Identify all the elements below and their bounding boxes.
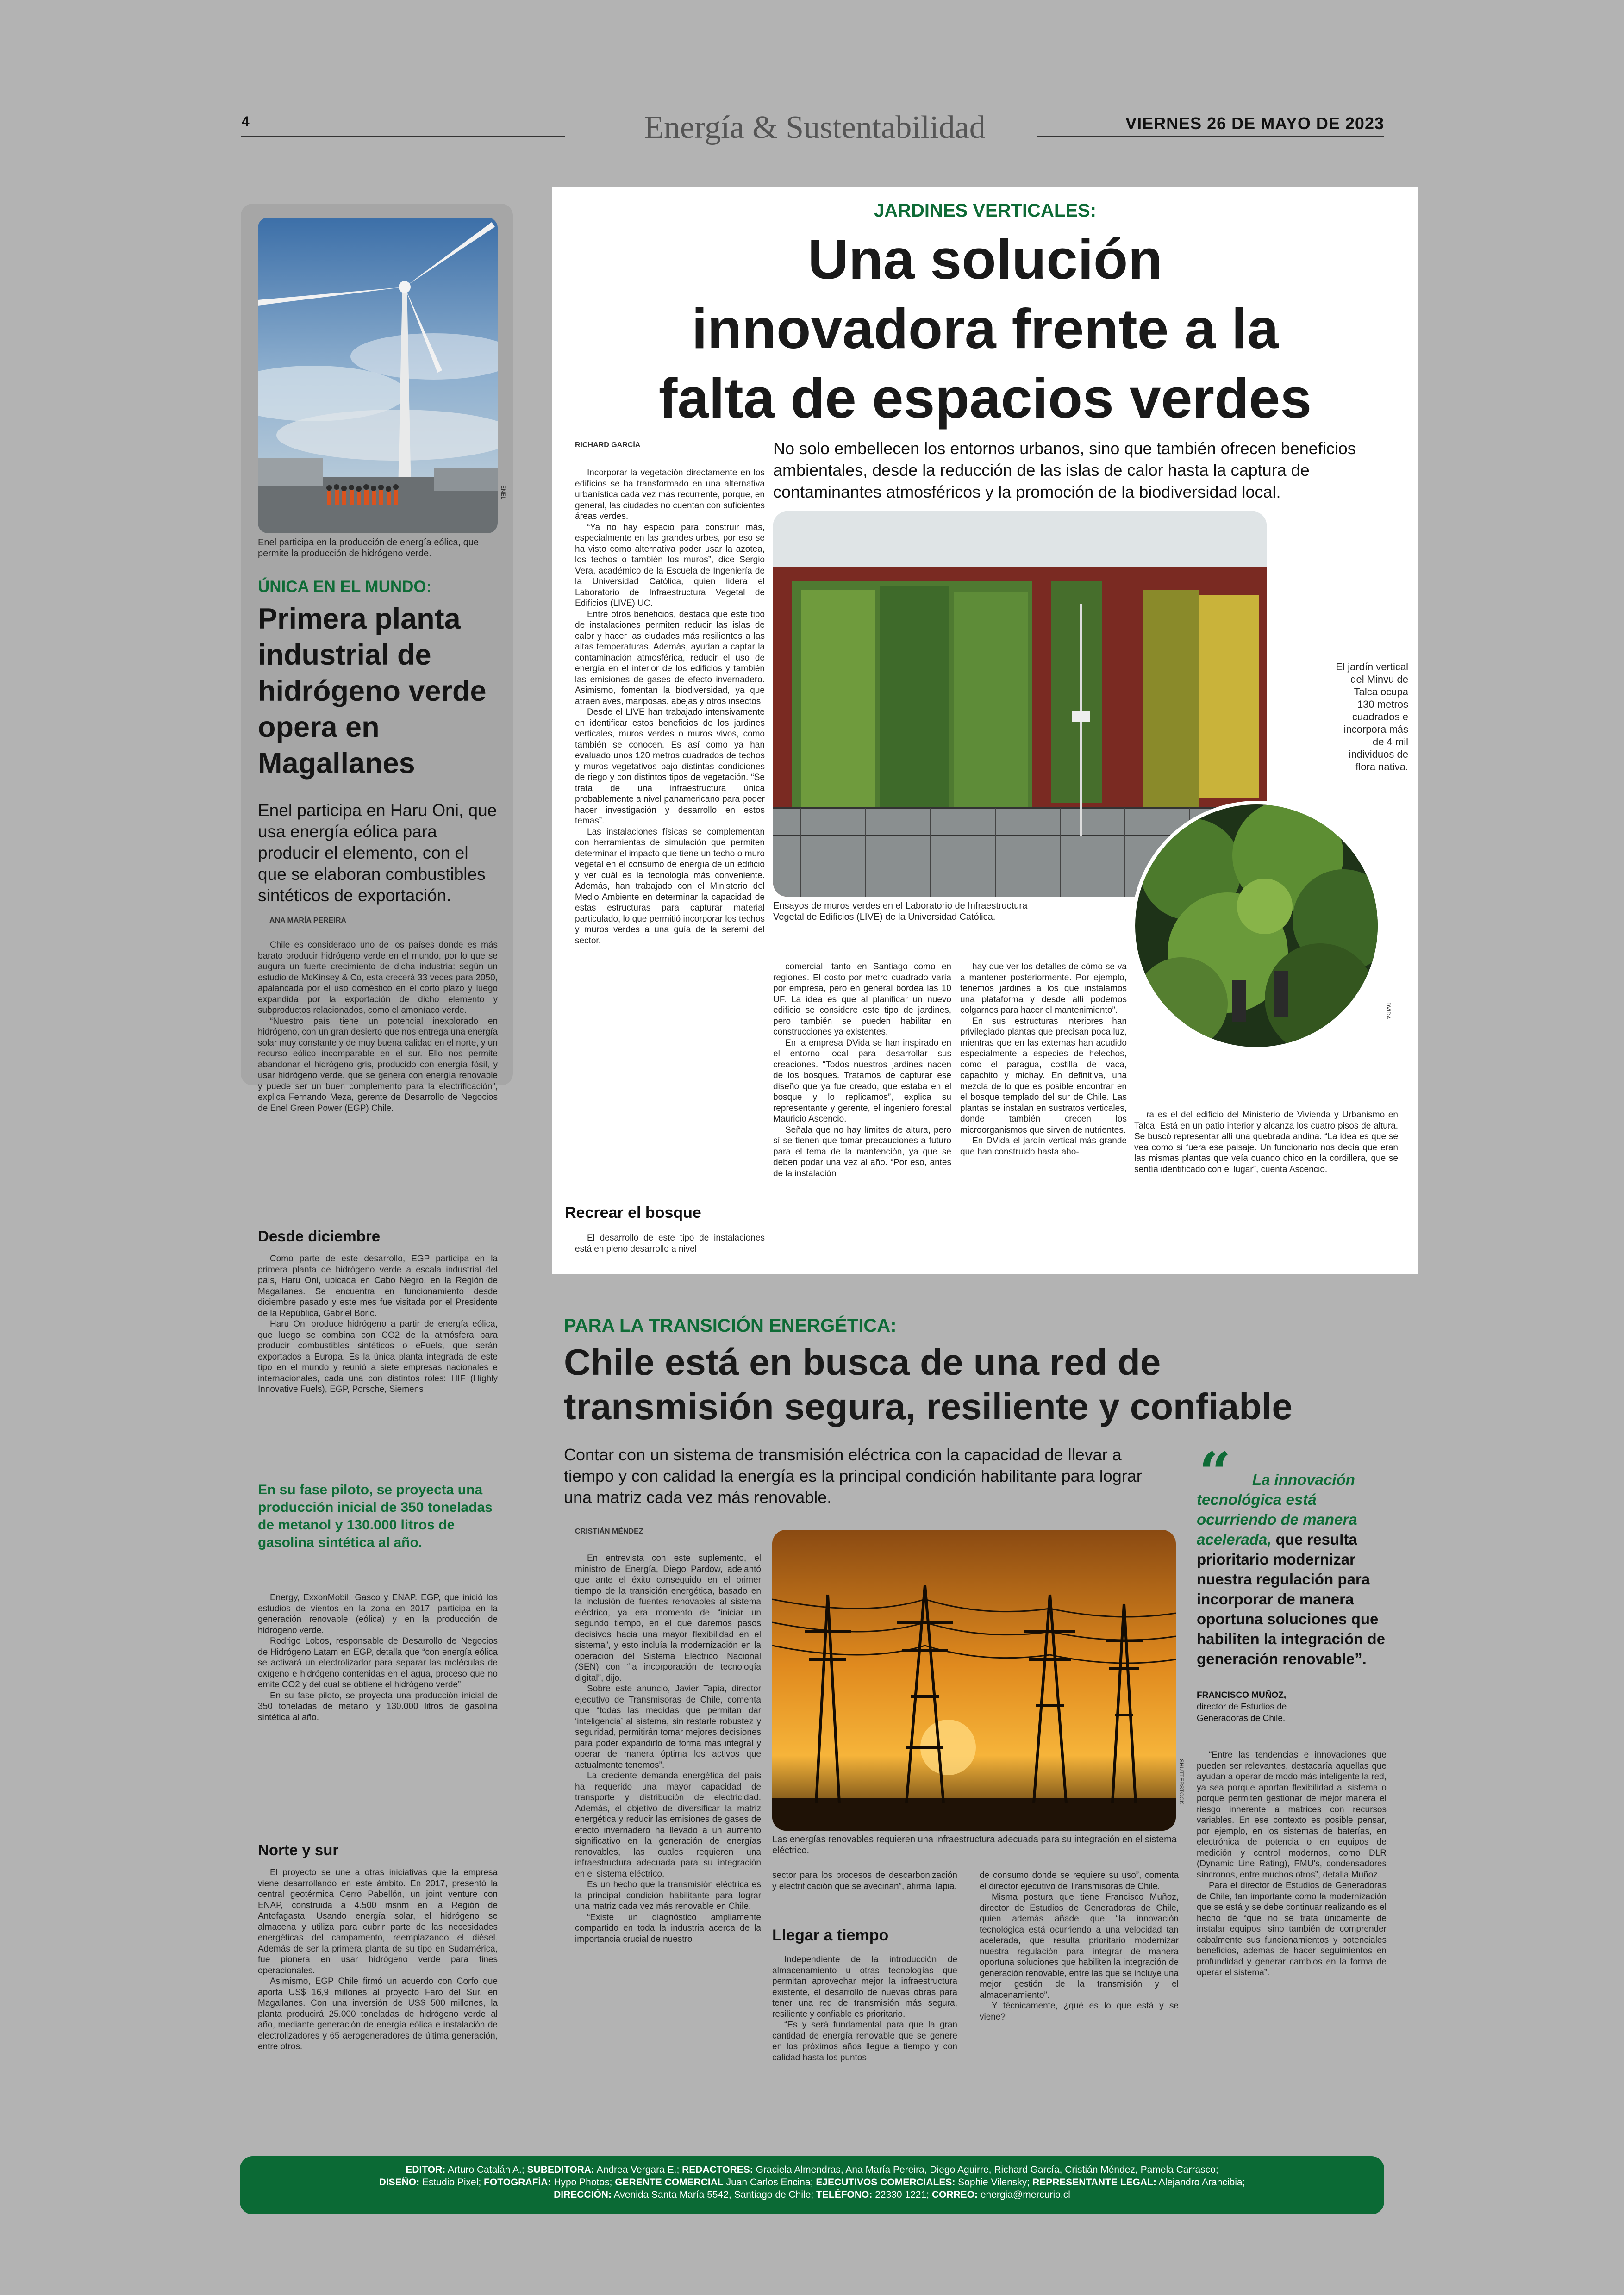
top-col-2: comercial, tanto en Santiago como en regiones. El costo por metro cuadrado varía por empresa, pero en general bordea las 10 UF. La idea es que al planificar un nuevo edificio se considere este tipo de jardines, pero también se pueden habilitar en construcciones ya existentes. En la empresa DVida se han inspirado en el entorno local para desarrollar sus creaciones. “Todos nuestros jardines nacen de los bosques. Tratamos de capturar ese diseño que ya fue creado, que estaba en el bosque y lo replicamos”, explica su representante y gerente, el ingeniero forestal Mauricio Ascencio. Señala que no hay límites de altura, pero sí se tienen que tomar precauciones a futuro para el tema de la mantención, ya que se deben podar una vez al año. “Por eso, antes de la instalación — [773, 962, 951, 1179]
sidebar-deck: Enel participa en Haru Oni, que usa energía eólica para producir el elemento, con el que se elaboran combustibles sintéticos de exportación. — [258, 801, 497, 905]
sidebar-body-4: El proyecto se une a otras iniciativas que la empresa viene desarrollando en este ámbito. En 2017, presentó la central geotérmica Cerro Pabellón, un joint venture con ENAP, construida a 4.500 msnm en la Región de Antofagasta. Usando energía solar, el hidrógeno se almacena y utiliza para cubrir parte de las necesidades energéticas del campamento, reemplazando el diésel. Además de ser la primera planta de su tipo en Sudamérica, fue pionera en usar hidrógeno verde para fines operacionales. Asimismo, EGP Chile firmó un acuerdo con Corfo que aporta US$ 16,9 millones al proyecto Faro del Sur, en Magallanes. Con una inversión de US$ 500 millones, la planta producirá 25.000 toneladas de hidrógeno verde al año, mediante generación de energía eólica e instalación de electrolizadores y 65 aerogeneradores de última generación, entre otros. — [258, 1868, 498, 2052]
sidebar-subhead-2: Norte y sur — [258, 1841, 339, 1858]
sidebar-pullquote: En su fase piloto, se proyecta una producción inicial de 350 toneladas de metanol y 130.000 litros de gasolina sintética al año. — [258, 1482, 493, 1550]
header-rule-left — [241, 136, 565, 137]
bottom-col-4: “Entre las tendencias e innovaciones que pueden ser relevantes, destacaría aquellas que ayudan a operar de modo más inteligente la red, ya sea porque aportan flexibilidad al sistema o porque permiten gestionar de mejor manera el riesgo inherente a matrices con recursos variables. En ese contexto es posible pensar, por ejemplo, en los sistemas de baterías, en electrónica de potencia o en equipos de medición y control modernos, como DLR (Dynamic Line Rating), PMU's, condensadores síncronos, entre muchos otros”, detalla Muñoz. Para el director de Estudios de Generadoras de Chile, tan importante como la modernización que se está y se debe continuar realizando es el hecho de “que no se trata únicamente de instalar equipos, sino también de comprender cabalmente sus funcionamientos y potenciales beneficios, además de hacer seguimientos en profundidad y generar cambios en la forma de operar el sistema”. — [1197, 1750, 1387, 1977]
bottom-col-3: de consumo donde se requiere su uso”, comenta el director ejecutivo de Transmisoras de Chile. Misma postura que tiene Francisco Muñoz, director de Estudios de Generadoras de Chile, quien además añade que “la innovación tecnológica está ocurriendo a una velocidad tan acelerada, que resulta prioritario modernizar nuestra regulación para integrar de manera oportuna soluciones que habiliten la integración de generación renovable, entre las que se incluye una mejor gestión de la transmisión y el almacenamiento”. Y técnicamente, ¿qué es lo que está y se viene? — [980, 1871, 1179, 2022]
vertical-gardens-article — [552, 187, 1418, 1274]
top-subhead: Recrear el bosque — [565, 1204, 701, 1222]
power-lines-photo — [772, 1530, 1176, 1831]
top-col-4: ra es el del edificio del Ministerio de Vivienda y Urbanismo en Talca. Está en un patio interior y alcanza los cuatro pisos de altura. Se buscó representar allí una quebrada andina. “La idea es que se vea como si fuera ese paisaje. Un funcionario nos decía que eran las mismas plantas que veía cuando chico en la cordillera, que se sentía identificado con el lugar”, cuenta Ascencio. — [1134, 1110, 1398, 1174]
quote-mark-icon: “ — [1199, 1440, 1231, 1505]
green-wall-caption: Ensayos de muros verdes en el Laboratorio de Infraestructura Vegetal de Edificios (LIVE) de la Universidad Católica. — [773, 901, 1028, 922]
indoor-garden-photo — [1131, 801, 1381, 1051]
bottom-deck: Contar con un sistema de transmisión eléctrica con la capacidad de llevar a tiempo y con calidad la energía es la principal condición habilitante para lograr una matriz cada vez más renovable. — [564, 1445, 1142, 1507]
page-date: VIERNES 26 DE MAYO DE 2023 — [1125, 114, 1384, 133]
sidebar-kicker: ÚNICA EN EL MUNDO: — [258, 578, 432, 596]
sidebar-article — [241, 204, 513, 2052]
sidebar-body-3: Energy, ExxonMobil, Gasco y ENAP. EGP, que inició los estudios de vientos en la zona en 2017, participa en la generación renovable (eólica) y en la producción de hidrógeno verde. Rodrigo Lobos, responsable de Desarrollo de Negocios de Hidrógeno Latam en EGP, detalla que “con energía eólica se activará un electrolizador para separar las moléculas de oxígeno e hidrógeno contenidas en el agua, proceso que no emite CO2 y del cual se obtiene el hidrógeno verde”. En su fase piloto, se proyecta una producción inicial de 350 toneladas de metanol y 130.000 litros de gasolina sintética al año. — [258, 1593, 498, 1722]
credits-footer — [240, 2156, 1384, 2214]
photo-caption: Enel participa en la producción de energía eólica, que permite la producción de hidrógeno verde. — [258, 537, 479, 559]
footer-line-2: DISEÑO: Estudio Pixel; FOTOGRAFÍA: Hypo Photos; GERENTE COMERCIAL Juan Carlos Encina; EJECUTIVOS COMERCIALES: Sophie Vilensky; REPRESENTANTE LEGAL: Alejandro Arancibia; — [379, 2177, 1245, 2188]
bottom-subhead: Llegar a tiempo — [772, 1927, 889, 1944]
pull-quote: La innovación tecnológica está ocurriendo de manera acelerada, que resulta prioritario modernizar nuestra regulación para incorporar de manera oportuna soluciones que habiliten la integración de generación renovable”. — [1197, 1471, 1386, 1667]
section-title: Energía & Sustentabilidad — [644, 110, 986, 145]
indoor-garden-credit: DVIDA — [1385, 1002, 1392, 1019]
top-col-1: Incorporar la vegetación directamente en los edificios se ha transformado en una alternativa urbanística cada vez más recurrente, porque, en general, las ciudades no cuentan con suficientes áreas verdes. “Ya no hay espacio para construir más, especialmente en las grandes urbes, por eso se ha visto como alternativa poder usar la azotea, los techos o también los muros”, dice Sergio Vera, académico de la Escuela de Ingeniería de la Universidad Católica, quien lidera el Laboratorio de Infraestructura Vegetal de Edificios (LIVE) UC. Entre otros beneficios, destaca que este tipo de instalaciones permiten reducir las islas de calor y hacer las ciudades más resilientes a las altas temperaturas. Además, ayudan a captar la contaminación atmosférica, reducir el uso de energía en el interior de los edificios y también las emisiones de gases de efecto invernadero. Asimismo, fomentan la biodiversidad, ya que atraen aves, mariposas, abejas y otros insectos. Desde el LIVE han trabajado intensivamente en identificar estos beneficios de los jardines verticales, muros verdes o muros vivos, como también se conocen. Es así como ya han evaluado unos 120 metros cuadrados de techos y muros vegetativos bajo distintas condiciones de riego y con distintos tipos de vegetación. “Se trata de una infraestructura única probablemente a nivel panamericano para poder hacer investigación y desarrollo en estos temas”. Las instalaciones físicas se complementan con herramientas de simulación que permiten determinar el impacto que tiene un techo o muro vegetal en el consumo de energía de un edificio y ver cuál es la tecnología más conveniente. Además, han trabajado con el Ministerio del Medio Ambiente en determinar la capacidad de estas estructuras para capturar material particulado, lo que permitió incorporar los techos y muros verdes a una guía de la seremi del sector. — [575, 468, 765, 946]
power-lines-credit: SHUTTERSTOCK — [1178, 1759, 1185, 1804]
wind-turbine-photo — [258, 218, 498, 533]
bottom-kicker: PARA LA TRANSICIÓN ENERGÉTICA: — [564, 1316, 897, 1336]
header-rule-right — [1037, 136, 1384, 137]
top-kicker: JARDINES VERTICALES: — [874, 200, 1097, 221]
power-lines-caption: Las energías renovables requieren una infraestructura adecuada para su integración en el sistema eléctrico. — [772, 1834, 1177, 1856]
top-byline: RICHARD GARCÍA — [575, 441, 641, 449]
talca-caption: El jardín vertical del Minvu de Talca ocupa 130 metros cuadrados e incorpora más de 4 mil individuos de flora nativa. — [1336, 661, 1408, 773]
top-deck: No solo embellecen los entornos urbanos, sino que también ofrecen beneficios ambientales, desde la reducción de las islas de calor hasta la captura de contaminantes atmosféricos y la promoción de la biodiversidad local. — [773, 439, 1356, 501]
sidebar-body-2: Como parte de este desarrollo, EGP participa en la primera planta de hidrógeno verde a escala industrial del país, Haru Oni, ubicada en Cabo Negro, en la Región de Magallanes. Se encuentra en funcionamiento desde diciembre pasado y este mes fue visitada por el Presidente de la República, Gabriel Boric. Haru Oni produce hidrógeno a partir de energía eólica, que luego se combina con CO2 de la atmósfera para producir combustibles sintéticos o eFuels, que serán exportados a Europa. Es la única planta integrada de este tipo en el mundo y reunió a siete empresas nacionales e internacionales, cada una con distintos roles: HIF (Highly Innovative Fuels), EGP, Porsche, Siemens — [258, 1254, 498, 1394]
bottom-col-2-top: sector para los procesos de descarbonización y electrificación que se avecinan”, afirma Tapia. — [772, 1871, 957, 1891]
photo-credit: ENEL — [500, 485, 506, 500]
bottom-col-2: Independiente de la introducción de almacenamiento u otras tecnologías que permitan aprovechar mejor la infraestructura existente, el desarrollo de nuevas obras para tener una red de transmisión más segura, resiliente y confiable es prioritario. “Es y será fundamental para que la gran cantidad de energía renovable que se genere en los próximos años llegue a tiempo y con calidad hasta los puntos — [772, 1955, 957, 2063]
quote-attribution: FRANCISCO MUÑOZ, director de Estudios de Generadoras de Chile. — [1197, 1690, 1287, 1723]
top-headline: Una solución innovadora frente a la falta de espacios verdes — [658, 228, 1312, 430]
sidebar-subhead-1: Desde diciembre — [258, 1228, 381, 1245]
sidebar-byline: ANA MARÍA PEREIRA — [269, 917, 346, 924]
page-number: 4 — [242, 114, 250, 129]
bottom-col-1: En entrevista con este suplemento, el ministro de Energía, Diego Pardow, adelantó que ante el éxito conseguido en el primer tiempo de la transición energética, basado en la inclusión de fuentes renovables al sistema eléctrico, ya era momento de “iniciar un segundo tiempo, en el que daremos pasos decisivos hacia una mayor flexibilidad en el sistema”, y esto incluía la modernización en la operación del Sistema Eléctrico Nacional (SEN) con “la incorporación de tecnología digital”, dijo. Sobre este anuncio, Javier Tapia, director ejecutivo de Transmisoras de Chile, comenta que “todas las medidas que permitan dar ‘inteligencia’ al sistema, sin restarle robustez y seguridad, permitirán tomar mejores decisiones para poder expandirlo de forma más integral y operar de manera óptima los activos que actualmente tenemos”. La creciente demanda energética del país ha requerido una mayor capacidad de transporte y distribución de electricidad. Además, el objetivo de diversificar la matriz energética y reducir las emisiones de gases de efecto invernadero ha llevado a un aumento significativo en la generación de energías renovables, las cuales requieren una infraestructura adecuada para su integración en el sistema eléctrico. Es un hecho que la transmisión eléctrica es la principal condición habilitante para lograr una matriz cada vez más renovable en Chile. “Existe un diagnóstico ampliamente compartido en toda la industria acerca de la importancia crucial de nuestro — [575, 1553, 761, 1944]
footer-line-1: EDITOR: Arturo Catalán A.; SUBEDITORA: Andrea Vergara E.; REDACTORES: Graciela Almendras, Ana María Pereira, Diego Aguirre, Richard García, Cristián Méndez, Pamela Carrasco; — [406, 2164, 1218, 2175]
sidebar-headline: Primera planta industrial de hidrógeno verde opera en Magallanes — [258, 603, 487, 780]
footer-line-3: DIRECCIÓN: Avenida Santa María 5542, Santiago de Chile; TELÉFONO: 22330 1221; CORREO: energia@mercurio.cl — [554, 2189, 1070, 2200]
sidebar-body-1: Chile es considerado uno de los países donde es más barato producir hidrógeno verde en el mundo, por lo que se augura un fuerte crecimiento de dicha industria: según un estudio de McKinsey & Co, esta crecerá 33 veces para 2050, apalancada por el uso doméstico en el corto plazo y luego expandida por la exportación de dicho elemento y subproductos relacionados, como el amoníaco verde. “Nuestro país tiene un potencial inexplorado en hidrógeno, con un gran desierto que nos entrega una energía solar muy constante y de muy buena calidad en el norte, y un recurso eólico incomparable en el sur. Ello nos permite abandonar el hidrógeno gris, producido con energía fósil, y usar hidrógeno verde, que se genera con energía renovable y puede ser un buen complemento para la electrificación”, explica Fernando Meza, gerente de Desarrollo de Negocios de Enel Green Power (EGP) Chile. — [258, 940, 498, 1113]
bottom-headline: Chile está en busca de una red de transmisión segura, resiliente y confiable — [564, 1341, 1293, 1427]
top-col-3: hay que ver los detalles de cómo se va a mantener posteriormente. Por ejemplo, tenemos jardines a los que instalamos una plataforma y desde allí podemos colgarnos para hacer el mantenimiento”. En sus estructuras interiores han privilegiado plantas que precisan poca luz, mientras que en las externas han acudido especialmente a especies de helechos, como el paragua, costilla de vaca, capachito y michay. En definitiva, una mezcla de lo que es posible encontrar en el bosque templado del sur de Chile. Las plantas se instalan en sustratos verticales, donde también crecen los microorganismos que sirven de nutrientes. En DVida el jardín vertical más grande que han construido hasta aho- — [960, 962, 1127, 1157]
top-col-1-end: El desarrollo de este tipo de instalaciones está en pleno desarrollo a nivel — [575, 1233, 765, 1254]
bottom-byline: CRISTIÁN MÉNDEZ — [575, 1528, 643, 1535]
